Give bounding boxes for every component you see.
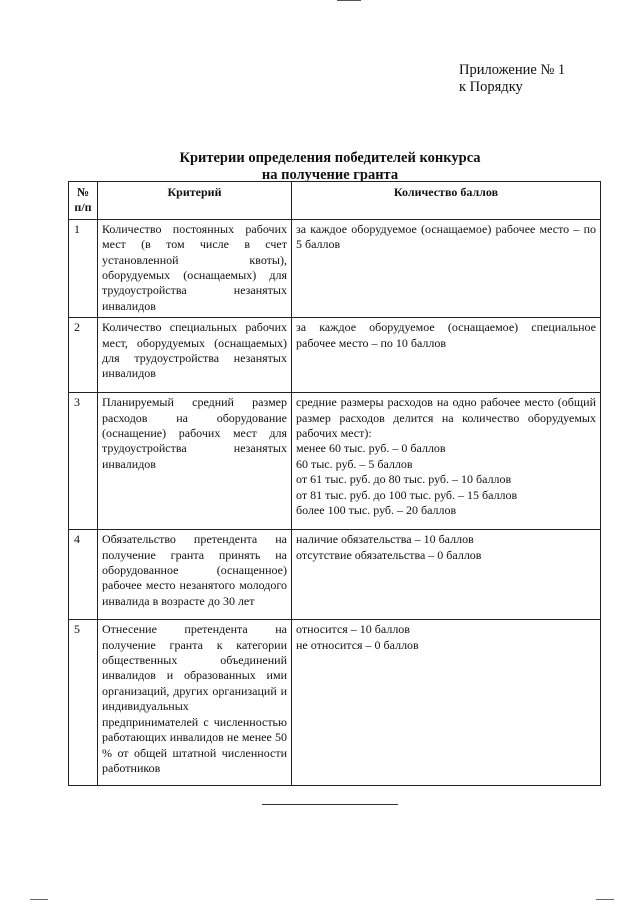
document-title <box>100 150 560 184</box>
points-line: от 61 тыс. руб. до 80 тыс. руб. – 10 баллов <box>296 472 512 487</box>
table-row <box>69 219 601 317</box>
table-row <box>69 530 601 620</box>
row-points <box>292 530 601 620</box>
table-row <box>69 393 601 530</box>
points-line: наличие обязательства – 10 баллов <box>296 532 474 547</box>
points-line: за каждое оборудуемое (оснащаемое) рабочее место – по 5 баллов <box>296 221 596 252</box>
points-line: относится – 10 баллов <box>296 622 410 637</box>
title-line-1: Критерии определения победителей конкурса <box>179 150 481 166</box>
points-line: средние размеры расходов на одно рабочее место (общий размер расходов делится на количество оборудуемых рабочих мест): <box>296 395 596 441</box>
row-number: 5 <box>69 620 98 786</box>
row-points <box>292 620 601 786</box>
appendix-line-1: Приложение № 1 <box>459 62 566 78</box>
row-number: 3 <box>69 393 98 530</box>
scan-corner-mark <box>30 899 48 900</box>
points-line: 60 тыс. руб. – 5 баллов <box>296 456 413 471</box>
table-header-row <box>69 182 601 220</box>
closing-rule <box>262 804 398 805</box>
row-points <box>292 318 601 393</box>
table-row <box>69 620 601 786</box>
appendix-reference <box>459 62 565 96</box>
points-line: от 81 тыс. руб. до 100 тыс. руб. – 15 баллов <box>296 487 518 502</box>
points-line: не относится – 0 баллов <box>296 637 419 652</box>
row-number: 2 <box>69 318 98 393</box>
row-criterion: Количество специальных рабочих мест, оборудуемых (оснащаемых) для трудоустройства незанятых инвалидов <box>98 318 292 393</box>
top-scan-mark <box>337 0 361 1</box>
points-line: менее 60 тыс. руб. – 0 баллов <box>296 441 446 456</box>
table-row <box>69 318 601 393</box>
row-criterion: Обязательство претендента на получение гранта принять на оборудованное (оснащенное) рабочее место незанятого молодого инвалида в возрасте до 30 лет <box>98 530 292 620</box>
row-criterion: Отнесение претендента на получение гранта к категории общественных объединений инвалидов и образованных ими организаций, других организаций и индивидуальных предпринимателей с численностью работающих инвалидов не менее 50 % от общей штатной численности работников <box>98 620 292 786</box>
header-num: № п/п <box>69 182 98 220</box>
appendix-line-2: к Порядку <box>459 79 523 95</box>
row-points <box>292 393 601 530</box>
row-criterion: Количество постоянных рабочих мест (в том числе в счет установленной квоты), оборудуемых (оснащаемых) для трудоустройства незанятых инвалидов <box>98 219 292 317</box>
row-criterion: Планируемый средний размер расходов на оборудование (оснащение) рабочих мест для трудоустройства незанятых инвалидов <box>98 393 292 530</box>
scan-corner-mark <box>596 899 614 900</box>
header-points: Количество баллов <box>292 182 601 220</box>
points-line: более 100 тыс. руб. – 20 баллов <box>296 503 457 518</box>
row-points <box>292 219 601 317</box>
row-number: 1 <box>69 219 98 317</box>
header-criterion: Критерий <box>98 182 292 220</box>
row-number: 4 <box>69 530 98 620</box>
points-line: за каждое оборудуемое (оснащаемое) специальное рабочее место – по 10 баллов <box>296 320 596 350</box>
title-line-2: на получение гранта <box>261 167 399 183</box>
criteria-table <box>68 181 601 786</box>
points-line: отсутствие обязательства – 0 баллов <box>296 547 482 562</box>
